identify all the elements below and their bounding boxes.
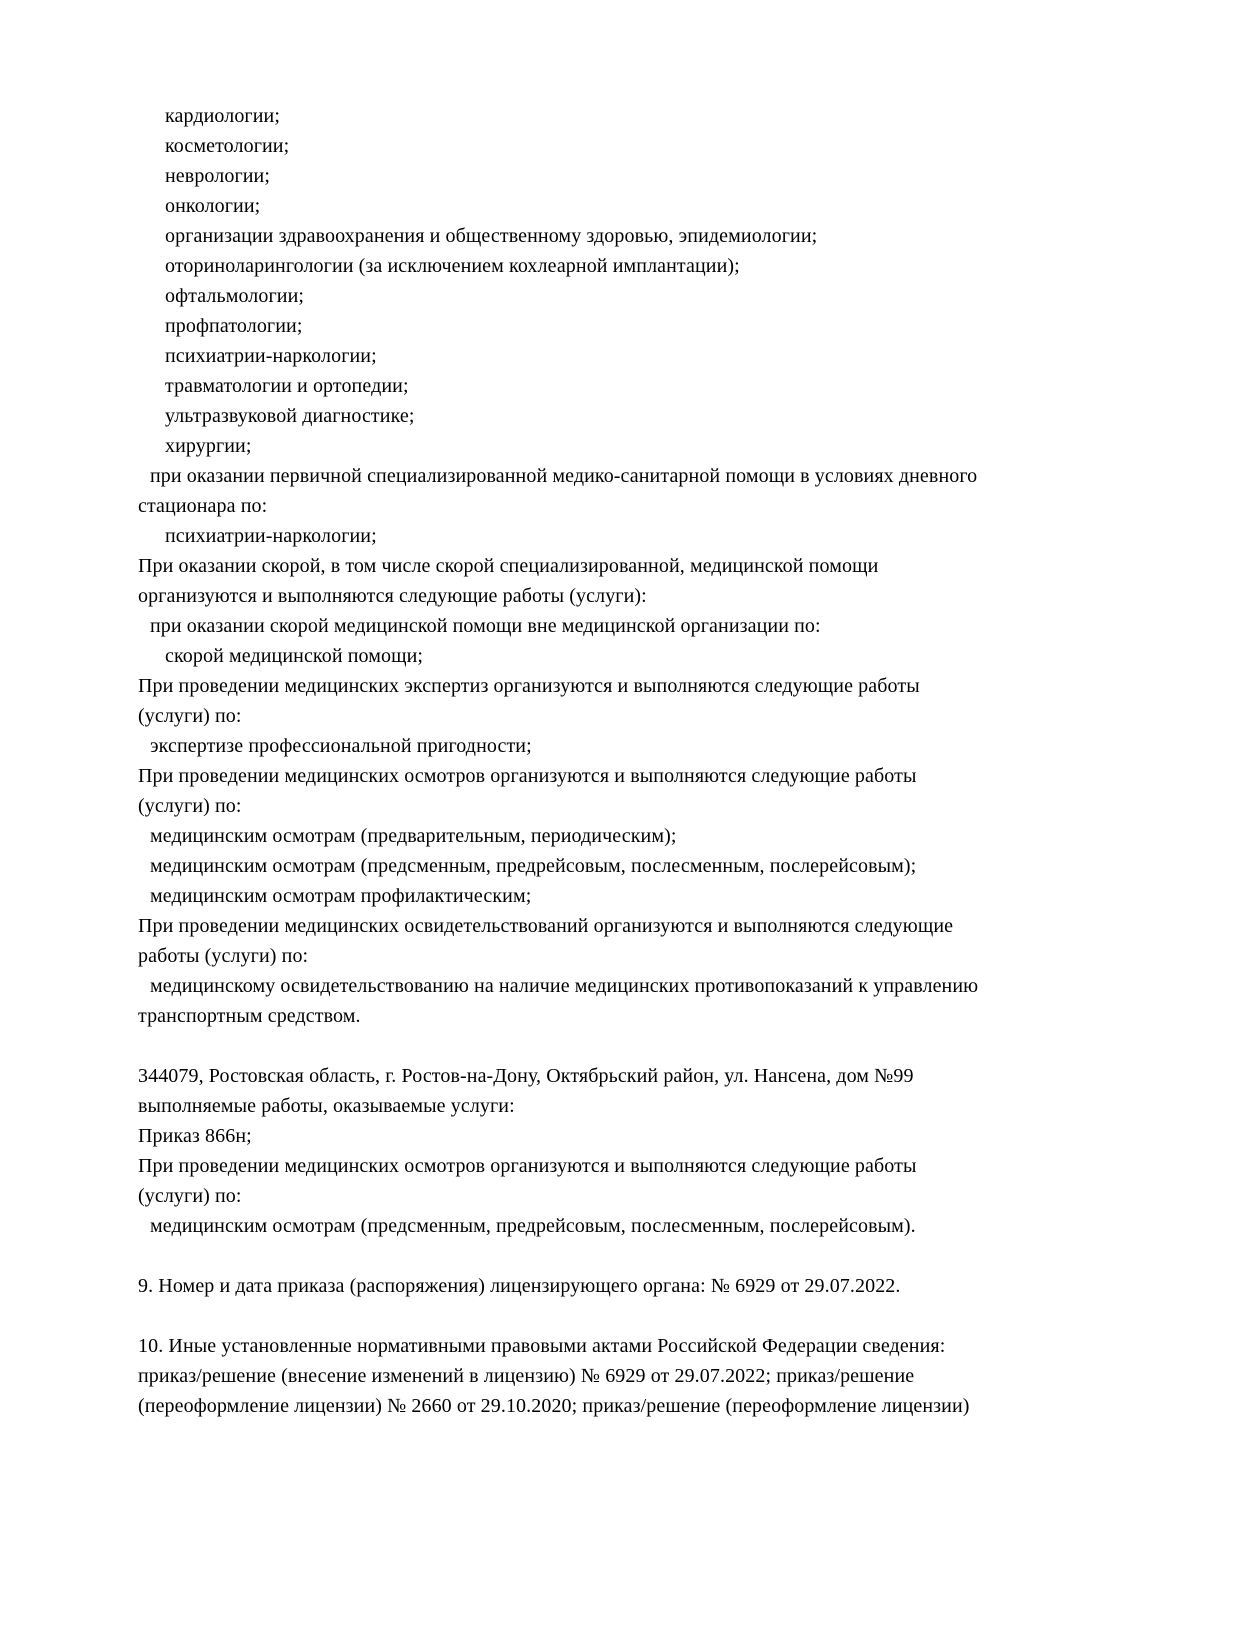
text-line: хирургии; xyxy=(165,435,252,457)
text-line: стационара по: xyxy=(138,495,268,517)
text-line: (переоформление лицензии) № 2660 от 29.10.2020; приказ/решение (переоформление лицензии) xyxy=(138,1395,970,1417)
text-line: кардиологии; xyxy=(165,105,280,127)
text-line: медицинским осмотрам (предсменным, предрейсовым, послесменным, послерейсовым); xyxy=(150,855,917,877)
text-line: медицинским осмотрам профилактическим; xyxy=(150,885,532,907)
text-line: ультразвуковой диагностике; xyxy=(165,405,415,427)
text-line: оториноларингологии (за исключением кохлеарной имплантации); xyxy=(165,255,740,277)
text-line: при оказании первичной специализированной медико-санитарной помощи в условиях дневного xyxy=(150,465,978,487)
text-line: (услуги) по: xyxy=(138,1185,242,1207)
text-line: При проведении медицинских освидетельствований организуются и выполняются следующие xyxy=(138,915,954,937)
text-line: психиатрии-наркологии; xyxy=(165,345,377,367)
text-line: скорой медицинской помощи; xyxy=(165,645,424,667)
text-line: при оказании скорой медицинской помощи вне медицинской организации по: xyxy=(150,615,821,637)
text-line: офтальмологии; xyxy=(165,285,305,307)
text-line: профпатологии; xyxy=(165,315,303,337)
text-line: выполняемые работы, оказываемые услуги: xyxy=(138,1095,515,1117)
text-line: (услуги) по: xyxy=(138,705,242,727)
text-line: медицинскому освидетельствованию на наличие медицинских противопоказаний к управлению xyxy=(150,975,979,997)
text-line: организуются и выполняются следующие работы (услуги): xyxy=(138,585,647,607)
text-line: приказ/решение (внесение изменений в лицензию) № 6929 от 29.07.2022; приказ/решение xyxy=(138,1365,915,1387)
text-line: 344079, Ростовская область, г. Ростов-на-Дону, Октябрьский район, ул. Нансена, дом №99 xyxy=(138,1065,914,1087)
text-line: При оказании скорой, в том числе скорой специализированной, медицинской помощи xyxy=(138,555,879,577)
text-line: экспертизе профессиональной пригодности; xyxy=(150,735,532,757)
document-body xyxy=(138,101,1118,1421)
text-line: Приказ 866н; xyxy=(138,1125,252,1147)
text-line: неврологии; xyxy=(165,165,271,187)
text-line: организации здравоохранения и общественному здоровью, эпидемиологии; xyxy=(165,225,818,247)
text-line: косметологии; xyxy=(165,135,290,157)
text-line: медицинским осмотрам (предсменным, предрейсовым, послесменным, послерейсовым). xyxy=(150,1215,916,1237)
text-line: 10. Иные установленные нормативными правовыми актами Российской Федерации сведения: xyxy=(138,1335,946,1357)
text-line: медицинским осмотрам (предварительным, периодическим); xyxy=(150,825,677,847)
text-line: При проведении медицинских экспертиз организуются и выполняются следующие работы xyxy=(138,675,920,697)
text-line: При проведении медицинских осмотров организуются и выполняются следующие работы xyxy=(138,1155,917,1177)
text-line: (услуги) по: xyxy=(138,795,242,817)
text-line: психиатрии-наркологии; xyxy=(165,525,377,547)
text-line: транспортным средством. xyxy=(138,1005,361,1027)
text-line: онкологии; xyxy=(165,195,261,217)
text-line: 9. Номер и дата приказа (распоряжения) лицензирующего органа: № 6929 от 29.07.2022. xyxy=(138,1275,901,1297)
text-line: При проведении медицинских осмотров организуются и выполняются следующие работы xyxy=(138,765,917,787)
text-line: травматологии и ортопедии; xyxy=(165,375,409,397)
text-line: работы (услуги) по: xyxy=(138,945,309,967)
